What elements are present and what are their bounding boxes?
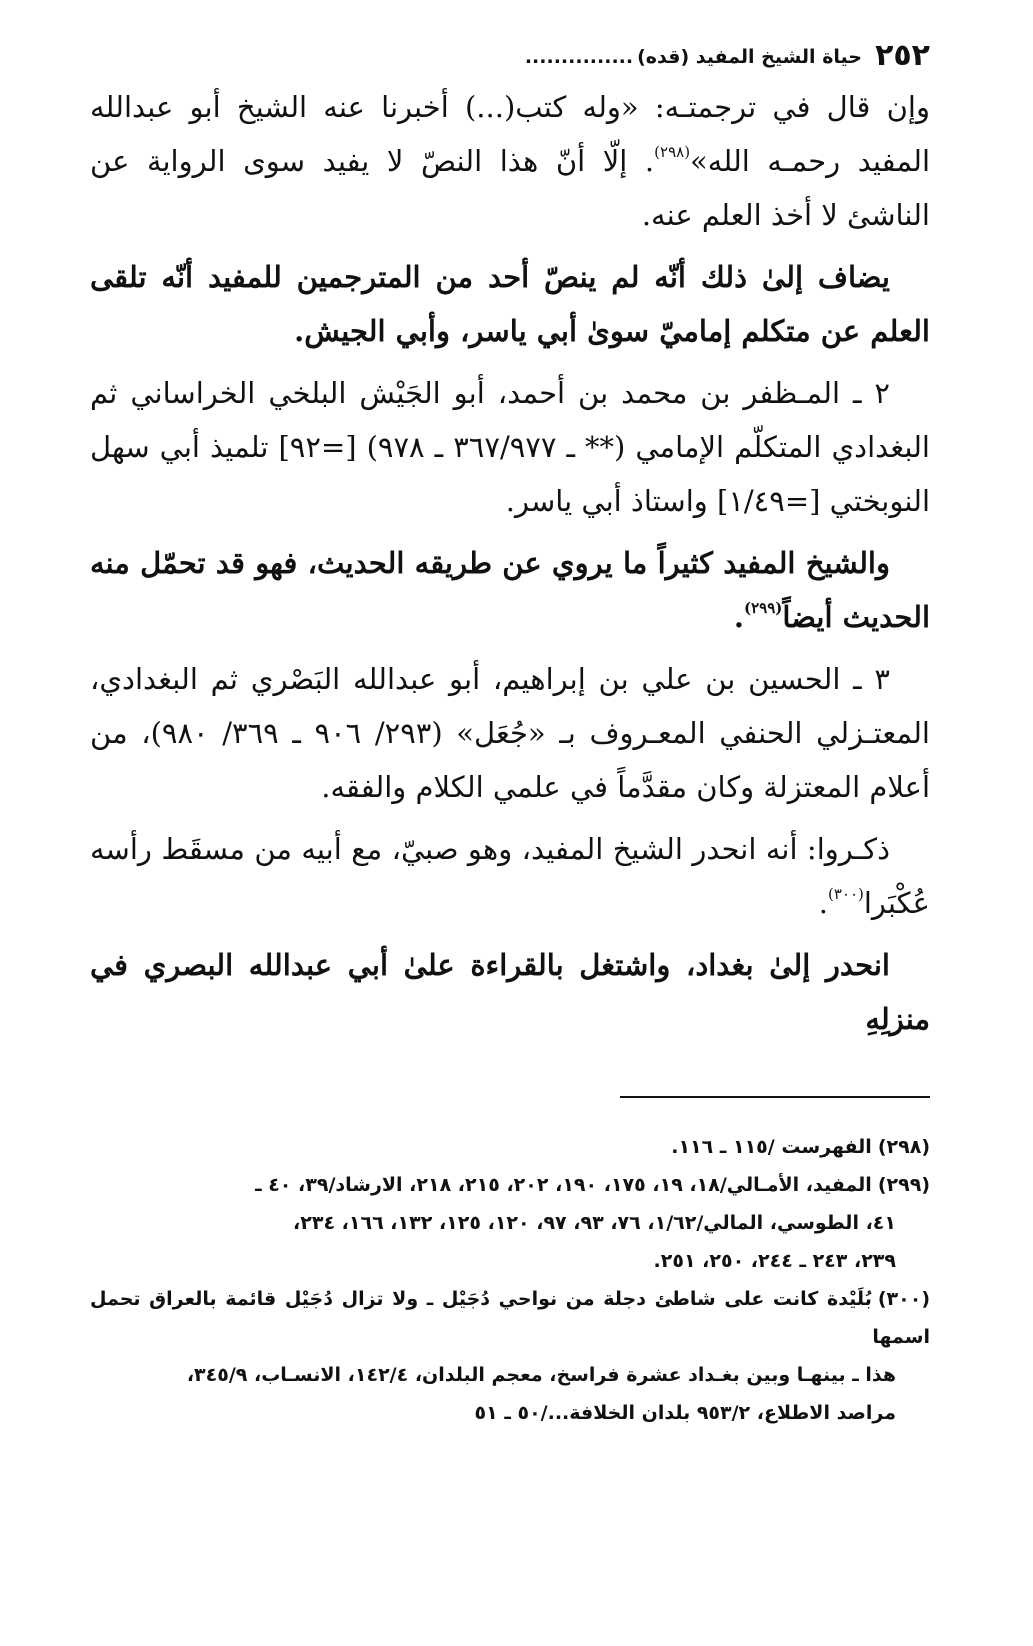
paragraph-7: انحدر إلىٰ بغداد، واشتغل بالقراءة علىٰ أبي عبدالله البصري في منزلِهِ — [90, 948, 930, 1036]
running-title-text: حياة الشيخ المفيد (قده) — [637, 46, 862, 68]
paragraph-3-entry-2: ٢ ـ المـظفر بن محمد بن أحمد، أبو الجَيْش البلخي الخراساني ثم البغدادي المتكلّم الإمامي (** ـ ٣٦٧/٩٧٧ ـ ٩٧٨) [=٩٢] تلميذ أبي سهل النوبختي [=١/٤٩] واستاذ أبي ياسر. — [90, 376, 930, 518]
footnote-separator — [620, 1096, 930, 1098]
paragraph-2: يضاف إلىٰ ذلك أنّه لم ينصّ أحد من المترجمين للمفيد أنّه تلقى العلم عن متكلم إماميّ سوىٰ أبي ياسر، وأبي الجيش. — [90, 260, 930, 348]
page-header — [90, 38, 930, 80]
footnote-ref-298[interactable]: (٢٩٨) — [654, 143, 691, 161]
running-title — [525, 46, 862, 68]
footnote-299: (٢٩٩)المفيد، الأمـالي/١٨، ١٩، ١٧٥، ١٩٠، ٢٠٢، ٢١٥، ٢١٨، الارشاد/٣٩، ٤٠ ـ ٤١، الطوسي، المالي/١/٦٢، ٧٦، ٩٣، ٩٧، ١٢٠، ١٢٥، ١٣٢، ١٦٦، ٢٣٤، ٢٣٩، ٢٤٣ ـ ٢٤٤، ٢٥٠، ٢٥١. — [255, 1174, 930, 1272]
leader-dots: ............... — [524, 46, 634, 68]
paragraph-6: ذكـروا: أنه انحدر الشيخ المفيد، وهو صبيّ، مع أبيه من مسقَط رأسه عُكْبَرا$^{(٣٠٠)}$. — [90, 832, 930, 920]
footnote-ref-299[interactable]: (٢٩٩) — [744, 599, 783, 617]
paragraph-5-entry-3: ٣ ـ الحسين بن علي بن إبراهيم، أبو عبدالله البَصْري ثم البغدادي، المعتـزلي الحنفي المعـروف بـ «جُعَل» (٢٩٣/ ٩٠٦ ـ ٣٦٩/ ٩٨٠)، من أعلام المعتزلة وكان مقدَّماً في علمي الكلام والفقه. — [90, 662, 930, 804]
paragraph-4: والشيخ المفيد كثيراً ما يروي عن طريقه الحديث، فهو قد تحمّل منه الحديث أيضاً$^{(٢٩٩)}$. — [90, 546, 930, 634]
footnote-ref-300[interactable]: (٣٠٠) — [827, 885, 864, 903]
footnote-300: (٣٠٠)بُلَيْدة كانت على شاطئ دجلة من نواحي دُجَيْل ـ ولا تزال دُجَيْل قائمة بالعراق تحمل اسمها هذا ـ بينهـا وبين بغـداد عشرة فراسخ، معجم البلدان، ١٤٢/٤، الانسـاب، ٣٤٥/٩، مراصد الاطلاع، ٩٥٣/٢ بلدان الخلافة.../٥٠ ـ ٥١ — [90, 1288, 930, 1424]
document-page — [90, 38, 930, 1432]
page-number: ٢٥٢ — [875, 38, 930, 73]
paragraph-1: وإن قال في ترجمتـه: «وله كتب(...) أخبرنا عنه الشيخ أبو عبدالله المفيد رحمـه الله»$^{(٢٩٨)}$. إلّا أنّ هذا النصّ لا يفيد سوى الرواية عن الناشئ لا أخذ العلم عنه. — [90, 90, 930, 232]
footnote-298: (٢٩٨)الفهرست /١١٥ ـ ١١٦. — [671, 1136, 930, 1158]
